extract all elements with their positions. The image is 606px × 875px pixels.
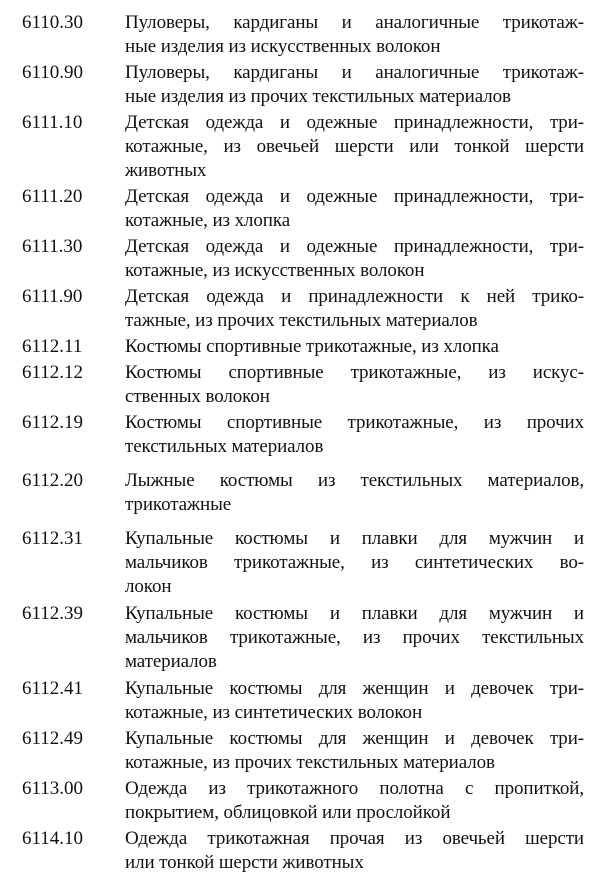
- description-line: ные изделия из прочих текстильных материалов: [125, 86, 511, 107]
- description-line: котажные, из искусственных волокон: [125, 260, 425, 281]
- description-line: Купальные костюмы и плавки для мужчин и: [125, 528, 584, 549]
- item-code: 6112.20: [22, 470, 84, 491]
- description-line: Пуловеры, кардиганы и аналогичные трикотаж-: [125, 62, 584, 83]
- list-item: [22, 361, 584, 409]
- description-line: локон: [125, 576, 172, 597]
- description-line: материалов: [125, 651, 217, 672]
- list-item: [22, 335, 584, 359]
- list-item: [22, 469, 584, 517]
- description-line: Детская одежда и одежные принадлежности, три-: [125, 186, 584, 207]
- list-item: [22, 411, 584, 459]
- description-line: покрытием, облицовкой или прослойкой: [125, 802, 451, 823]
- list-item: [22, 285, 584, 333]
- description-line: животных: [125, 160, 207, 181]
- description-line: Костюмы спортивные трикотажные, из прочих: [125, 412, 584, 433]
- list-item: [22, 777, 584, 825]
- item-description: [125, 61, 584, 109]
- item-description: [125, 335, 584, 359]
- description-line: Детская одежда и принадлежности к ней трико-: [125, 286, 584, 307]
- description-line: Детская одежда и одежные принадлежности, три-: [125, 112, 584, 133]
- item-description: [125, 827, 584, 875]
- item-description: [125, 727, 584, 775]
- item-description: [125, 185, 584, 233]
- item-code: 6112.11: [22, 336, 83, 357]
- description-line: Купальные костюмы для женщин и девочек три-: [125, 728, 584, 749]
- description-line: ственных волокон: [125, 386, 270, 407]
- description-line: Костюмы спортивные трикотажные, из хлопка: [125, 336, 499, 357]
- list-item: [22, 827, 584, 875]
- item-code: 6112.39: [22, 603, 84, 624]
- item-description: [125, 602, 584, 674]
- description-line: котажные, из овечьей шерсти или тонкой шерсти: [125, 136, 584, 157]
- description-line: мальчиков трикотажные, из прочих текстильных: [125, 627, 584, 648]
- item-code: 6112.19: [22, 412, 84, 433]
- list-item: [22, 727, 584, 775]
- item-description: [125, 285, 584, 333]
- list-item: [22, 235, 584, 283]
- description-line: Купальные костюмы для женщин и девочек три-: [125, 678, 584, 699]
- item-code: 6112.31: [22, 528, 84, 549]
- list-item: [22, 185, 584, 233]
- item-code: 6111.30: [22, 236, 83, 257]
- description-line: ные изделия из искусственных волокон: [125, 36, 441, 57]
- description-line: Купальные костюмы и плавки для мужчин и: [125, 603, 584, 624]
- item-description: [125, 527, 584, 599]
- item-code: 6112.12: [22, 362, 84, 383]
- description-line: тажные, из прочих текстильных материалов: [125, 310, 478, 331]
- item-code: 6113.00: [22, 778, 84, 799]
- item-description: [125, 361, 584, 409]
- description-line: трикотажные: [125, 494, 232, 515]
- description-line: Костюмы спортивные трикотажные, из искус-: [125, 362, 584, 383]
- list-item: [22, 11, 584, 59]
- item-description: [125, 11, 584, 59]
- description-line: текстильных материалов: [125, 436, 324, 457]
- description-line: или тонкой шерсти животных: [125, 852, 364, 873]
- description-line: Пуловеры, кардиганы и аналогичные трикотаж-: [125, 12, 584, 33]
- description-line: Лыжные костюмы из текстильных материалов,: [125, 470, 584, 491]
- description-line: мальчиков трикотажные, из синтетических во-: [125, 552, 584, 573]
- description-line: котажные, из синтетических волокон: [125, 702, 423, 723]
- item-code: 6111.10: [22, 112, 83, 133]
- item-description: [125, 777, 584, 825]
- document-page: [22, 11, 584, 875]
- item-code: 6112.49: [22, 728, 84, 749]
- item-code: 6111.20: [22, 186, 83, 207]
- item-code: 6112.41: [22, 678, 84, 699]
- item-code: 6111.90: [22, 286, 83, 307]
- list-item: [22, 111, 584, 183]
- list-item: [22, 602, 584, 674]
- item-code: 6114.10: [22, 828, 84, 849]
- item-description: [125, 469, 584, 517]
- item-description: [125, 677, 584, 725]
- list-item: [22, 527, 584, 599]
- item-description: [125, 235, 584, 283]
- item-description: [125, 111, 584, 183]
- list-item: [22, 677, 584, 725]
- description-line: Одежда из трикотажного полотна с пропиткой,: [125, 778, 584, 799]
- item-code: 6110.90: [22, 62, 84, 83]
- item-code: 6110.30: [22, 12, 84, 33]
- description-line: Детская одежда и одежные принадлежности, три-: [125, 236, 584, 257]
- item-description: [125, 411, 584, 459]
- list-item: [22, 61, 584, 109]
- description-line: Одежда трикотажная прочая из овечьей шерсти: [125, 828, 584, 849]
- description-line: котажные, из хлопка: [125, 210, 291, 231]
- description-line: котажные, из прочих текстильных материалов: [125, 752, 495, 773]
